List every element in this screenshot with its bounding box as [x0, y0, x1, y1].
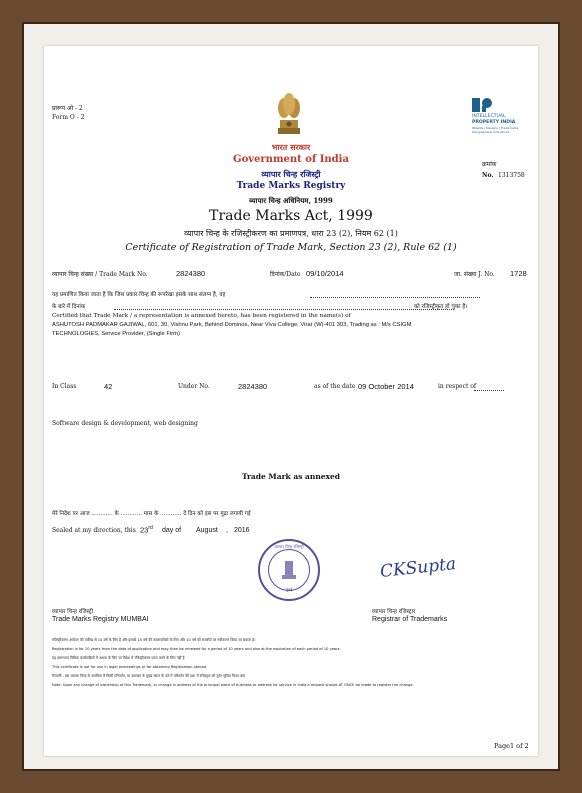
footer-left-hindi: व्यापार चिन्ह रजिस्ट्री [52, 609, 94, 615]
note-english-1: Registration is for 10 years from the date of application and may then be renewed for a period of 10 years and also at the expiration of each period of 10 years. [52, 647, 341, 651]
class-value: 42 [104, 382, 113, 391]
act-hindi: व्यापार चिन्ह अधिनियम, 1999 [249, 196, 333, 205]
logo-line3: Patents | Designs | Trademarks [472, 126, 519, 130]
journal-value: 1728 [510, 269, 527, 278]
footer-right-hindi: व्यापार चिन्ह रजिस्ट्रार [372, 609, 416, 615]
serial-label: No. [482, 172, 494, 179]
footer-right-english: Registrar of Trademarks [372, 616, 448, 623]
cert-hindi: व्यापार चिन्ह के रजिस्ट्रीकरण का प्रमाणपत्र, धारा 23 (2), नियम 62 (1) [184, 229, 398, 238]
sealed-day-number: 23 [140, 525, 149, 535]
serial-value: 1313758 [498, 172, 525, 179]
date-label: दिनांक/Date [270, 271, 301, 278]
as-of-value: 09 October 2014 [358, 382, 414, 391]
under-no-value: 2824380 [238, 382, 268, 391]
footer-left-english: Trade Marks Registry MUMBAI [52, 616, 149, 623]
tm-number-value: 2824380 [176, 269, 206, 278]
note-english-2: This certificate is not for use in legal proceedings or for obtaining Registration abroad. [52, 665, 208, 669]
goods-services: Software design & development, web designing [52, 420, 198, 427]
ip-india-icon [472, 98, 494, 112]
official-seal-stamp [258, 539, 320, 601]
logo-line4: Geographical Indications [472, 130, 510, 134]
dotted-line [310, 297, 480, 298]
sealed-day-suffix: rd [148, 525, 153, 531]
body-hindi-line2: के बारे में दिनांक [52, 304, 86, 310]
national-emblem-icon [274, 90, 304, 138]
registrar-signature: CKSupta [379, 554, 457, 582]
comma-separator: , [226, 527, 228, 534]
class-label: In Class [52, 383, 77, 390]
journal-label: जा. संख्या J. No. [454, 271, 495, 278]
dotted-line [474, 390, 504, 391]
body-hindi-line1: यह प्रमाणित किया जाता है कि जिस प्रकार चिन्ह की रूपरेखा इसके साथ संलग्न है, वह [52, 292, 226, 298]
note-english-3: Note: Upon any change of ownership of this Trademark, or change in address of the principal place of business or address for service in India a request should AT ONCE be made to register the change. [52, 683, 414, 687]
sealed-prefix: Sealed at my direction, this [52, 527, 136, 534]
note-hindi-2: यह प्रमाणपत्र विधिक कार्यवाहियों में अथवा के लिए या विदेश में रजिस्ट्रीकरण प्राप्त करने के लिए नहीं है [52, 656, 185, 660]
body-hindi-line2-end: को रजिस्ट्रीकृत हो चुका है। [414, 304, 468, 310]
ip-india-logo [472, 98, 532, 138]
page-number: Page1 of 2 [494, 742, 529, 750]
registry-english: Trade Marks Registry [236, 181, 346, 191]
trade-mark-annexed: Trade Mark as annexed [241, 472, 341, 481]
note-hindi-1: रजिस्ट्रीकरण आवेदन की तारीख से 10 वर्ष के लिए है और इसको 10 वर्ष की कालावधियों के लिए और 10 वर्ष की समाप्ति पर नवीकरण किया जा सकता है। [52, 638, 256, 642]
govt-hindi: भारत सरकार [271, 142, 311, 152]
sealed-month: August [196, 527, 218, 534]
proprietor-line2: TECHNOLOGIES, Service Provider, (Single Firm) [52, 331, 180, 337]
as-of-label: as of the date [314, 383, 356, 390]
registry-hindi: व्यापार चिन्ह रजिस्ट्री [261, 169, 321, 179]
sealed-hindi: मेरे निदेश पर आज ............ के ............ मास के ............ दे दिन को इस पर मुद्रा लगायी गई [52, 511, 251, 517]
tm-number-label: व्यापार चिन्ह संख्या / Trade Mark No. [52, 271, 148, 278]
seal-text-top: व्यापार चिन्ह रजिस्ट्री [274, 544, 304, 549]
cert-english: Certificate of Registration of Trade Mark, Section 23 (2), Rule 62 (1) [125, 242, 457, 253]
logo-line2: PROPERTY INDIA [472, 120, 516, 125]
certificate-paper [44, 46, 538, 756]
body-english-intro: Certified that Trade Mark / a representation is annexed hereto, has been registered in the name(s) of [52, 313, 351, 319]
proprietor-line1: ASHUTOSH PADMAKAR GAJIWAL, 601, 30, Vishnu Park, Behind Dominos, Near Viva College, Virar (W)-401 303, Trading as : M/s CSIGM [52, 322, 412, 328]
form-label-english: Form O - 2 [52, 114, 85, 121]
sealed-year: 2016 [234, 527, 250, 534]
note-hindi-3: टिप्पणी - इस व्यापार चिन्ह के स्वामित्व में किसी परिवर्तन, या कारबार के मुख्य स्थान के पते में परिवर्तन की दशा में रजिस्ट्रार को तुरंत सूचित किया जाए [52, 674, 246, 678]
govt-english: Government of India [233, 154, 349, 165]
logo-line1: INTELLECTUAL [472, 114, 506, 119]
seal-text-bottom: मुंबई [285, 587, 293, 592]
sealed-day-label: day of [162, 527, 182, 534]
date-value: 09/10/2014 [306, 269, 344, 278]
dotted-line [114, 309, 454, 310]
serial-label-hindi: क्रमांक [482, 161, 497, 168]
under-no-label: Under No. [178, 383, 210, 390]
sealed-day [140, 525, 153, 535]
act-english: Trade Marks Act, 1999 [209, 208, 373, 224]
form-label-hindi: प्रारूप ओ - 2 [52, 105, 83, 112]
respect-label: in respect of [438, 383, 477, 390]
